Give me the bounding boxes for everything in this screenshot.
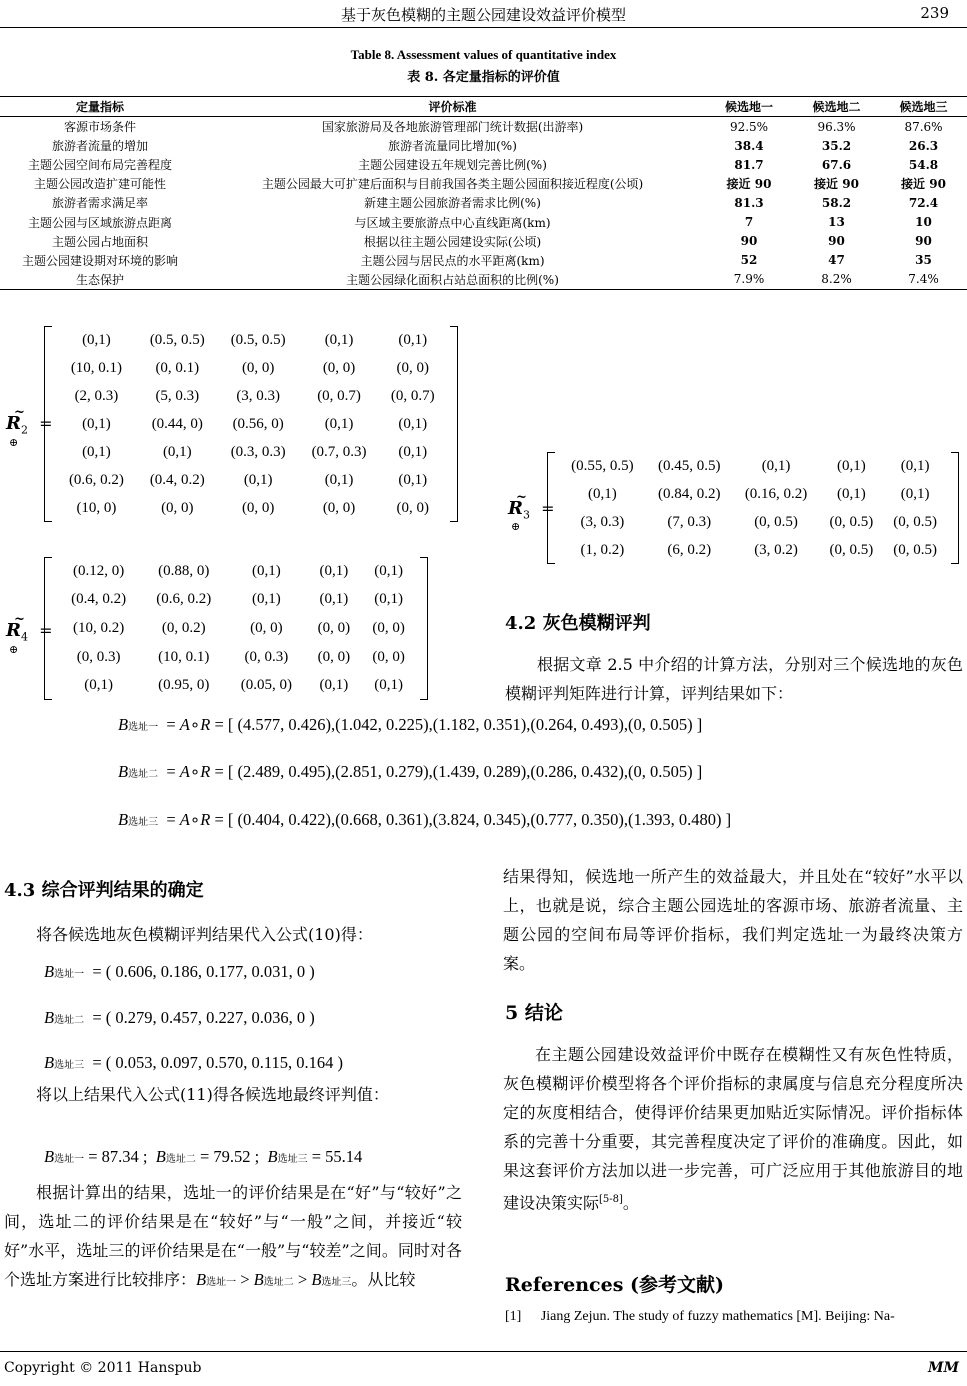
matrix-cell: (0.5, 0.5) — [149, 331, 205, 348]
section-5-paragraph: 在主题公园建设效益评价中既存在模糊性又有灰色性特质，灰色模糊评价模型将各个评价指标的隶属度与信息充分程度所决定的灰度相结合，使得评价结果更加贴近实际情况。评价指标体系的完善十分重要，其完善程度决定了评价的准确度。因此，如果这套评价方法加以进一步完善，可广泛应用于其他旅游目的地建设决策实际[5-8]。 — [503, 1045, 963, 1213]
matrix-cell: (0,1) — [252, 562, 281, 579]
matrix-cell: (10, 0.1) — [70, 359, 123, 376]
matrix-cell: (0, 0.5) — [829, 513, 874, 530]
footer-journal: MM — [928, 1360, 959, 1376]
table-row — [0, 212, 967, 231]
matrix-cell: (0.16, 0.2) — [744, 485, 808, 502]
matrix-cell: (0, 0.5) — [893, 513, 937, 530]
matrix-cell: (0,1) — [398, 443, 428, 460]
section-4-2-title: 4.2 灰色模糊评判 — [505, 613, 651, 634]
table-cell: 90 — [740, 234, 758, 249]
matrix-cell: (0.88, 0) — [158, 562, 210, 579]
matrix-cell: (0, 0) — [322, 359, 356, 376]
matrix-cell: (0.6, 0.2) — [68, 471, 124, 488]
matrix-cell: (0,1) — [162, 443, 192, 460]
matrix-cell: (0.6, 0.2) — [156, 591, 212, 608]
matrix-row — [56, 614, 416, 643]
matrix-cell: (0,1) — [324, 331, 354, 348]
footer-copyright: Copyright © 2011 Hanspub — [4, 1360, 202, 1376]
matrix-row — [559, 536, 947, 564]
matrix-cell: (0, 0) — [396, 359, 429, 376]
matrix-row — [56, 466, 446, 494]
section-4-3-p3: 根据计算出的结果，选址一的评价结果是在“好”与“较好”之间，选址二的评价结果是在“较好”与“一般”之间，并接近“较好”水平，选址三的评价结果是在“一般”与“较差”之间。同时对各个选址方案进行比较排序：B选址一 > B选址二 > B选址三。从比较 — [4, 1183, 462, 1289]
matrix-cell: (0, 0) — [372, 619, 405, 636]
matrix-cell: (0,1) — [900, 485, 930, 502]
matrix-cell: (0.05, 0) — [240, 677, 293, 694]
matrix-cell: (0,1) — [319, 562, 349, 579]
reference-1-number: [1] — [505, 1309, 522, 1324]
matrix-cell: (0,1) — [588, 485, 617, 502]
reference-1 — [505, 1309, 895, 1325]
table-cell: 主题公园绿化面积占站总面积的比例(%) — [200, 270, 705, 290]
table-header-cell: 评价标准 — [200, 97, 705, 117]
matrix-cell: (0,1) — [374, 562, 403, 579]
table-cell: 47 — [828, 253, 845, 268]
matrix-cell: (0,1) — [900, 457, 930, 474]
matrix-cell: (0,1) — [836, 457, 866, 474]
tilde-icon: ~ — [14, 405, 25, 420]
table-cell: 新建主题公园旅游者需求比例(%) — [364, 196, 541, 211]
matrix-cell: (0,1) — [398, 415, 428, 432]
matrix-r4 — [44, 557, 428, 700]
tilde-icon: ~ — [14, 612, 25, 627]
matrix-r3 — [547, 452, 959, 564]
matrix-cell: (3, 0.3) — [580, 513, 625, 530]
table-row — [0, 155, 967, 174]
matrix-cell: (0, 0.3) — [76, 648, 121, 665]
matrix-cell: (0, 0) — [250, 619, 283, 636]
oplus-icon: ⊕ — [511, 520, 521, 533]
table-row — [0, 251, 967, 270]
fuzzy-result-line: B选址二 = A∘R = [ (2.489, 0.495),(2.851, 0.279),(1.439, 0.289),(0.286, 0.432),(0, 0.505) ] — [118, 762, 703, 781]
table-caption-en: Table 8. Assessment values of quantitative index — [350, 47, 617, 62]
table-cell: 主题公园建设期对环境的影响 — [21, 253, 178, 268]
section-4-3-p2: 将以上结果代入公式(11)得各候选地最终评判值： — [36, 1085, 389, 1104]
matrix-cell: (10, 0) — [76, 499, 117, 516]
references-title: References (参考文献) — [505, 1274, 725, 1296]
table-cell: 96.3% — [817, 119, 856, 134]
matrix-cell: (0,1) — [324, 415, 354, 432]
matrix-row — [56, 494, 446, 522]
matrix-row — [559, 480, 947, 508]
oplus-icon: ⊕ — [9, 436, 19, 449]
matrix-r2 — [44, 326, 458, 522]
section-5-title: 5 结论 — [505, 1002, 563, 1024]
matrix-r4-label: $R_4$ = — [6, 620, 53, 644]
oplus-icon: ⊕ — [9, 643, 19, 656]
table-cell: 10 — [915, 215, 932, 230]
matrix-cell: (0.44, 0) — [151, 415, 203, 432]
matrix-cell: (6, 0.2) — [667, 541, 712, 558]
table-row — [0, 193, 967, 212]
table-header-cell: 定量指标 — [0, 97, 200, 117]
table-row — [0, 117, 967, 137]
matrix-cell: (0.3, 0.3) — [230, 443, 286, 460]
matrix-row — [56, 382, 446, 410]
matrix-cell: (0.45, 0.5) — [657, 457, 721, 474]
matrix-cell: (0,1) — [82, 415, 111, 432]
table-cell: 旅游者需求满足率 — [51, 196, 148, 211]
matrix-row — [559, 508, 947, 536]
running-title: 基于灰色模糊的主题公园建设效益评价模型 — [340, 6, 626, 24]
table-cell: 81.3 — [734, 195, 764, 210]
matrix-cell: (0, 0.7) — [390, 387, 435, 404]
matrix-cell: (0,1) — [374, 591, 403, 608]
matrix-cell: (10, 0.1) — [158, 648, 210, 665]
matrix-cell: (0,1) — [398, 471, 428, 488]
table-header-row — [0, 97, 967, 117]
matrix-cell: (3, 0.3) — [236, 387, 281, 404]
matrix-cell: (0,1) — [324, 471, 354, 488]
header-rule — [0, 27, 967, 28]
table-cell: 主题公园与居民点的水平距离(km) — [360, 253, 545, 268]
matrix-row — [56, 410, 446, 438]
matrix-cell: (0, 0.5) — [893, 541, 937, 558]
matrix-cell: (0, 0) — [317, 648, 351, 665]
table-cell: 接近 90 — [901, 177, 946, 192]
matrix-cell: (3, 0.2) — [754, 541, 798, 558]
table-cell: 90 — [915, 234, 932, 249]
matrix-cell: (0.55, 0.5) — [571, 457, 634, 474]
matrix-cell: (0, 0) — [241, 499, 275, 516]
table-cell: 客源市场条件 — [63, 120, 136, 135]
table-cell: 52 — [740, 253, 758, 268]
table-cell: 54.8 — [908, 157, 939, 172]
matrix-cell: (1, 0.2) — [580, 541, 625, 558]
matrix-row — [56, 643, 416, 672]
table-cell: 主题公园占地面积 — [51, 234, 148, 249]
matrix-cell: (0.56, 0) — [232, 415, 284, 432]
table-cell: 生态保护 — [0, 270, 200, 290]
section-4-2-paragraph: 根据文章 2.5 中介绍的计算方法，分别对三个候选地的灰色模糊评判矩阵进行计算，评判结果如下： — [505, 655, 963, 703]
table-header-cell: 候选地二 — [793, 97, 880, 117]
matrix-cell: (0,1) — [319, 677, 349, 694]
table-cell: 接近 90 — [814, 177, 859, 192]
matrix-cell: (0, 0) — [396, 499, 429, 516]
table-cell: 旅游者流量同比增加(%) — [388, 139, 517, 154]
reference-1-text: Jiang Zejun. The study of fuzzy mathematics [M]. Beijing: Na- — [540, 1309, 895, 1324]
matrix-cell: (0.7, 0.3) — [311, 443, 367, 460]
matrix-cell: (0, 0.5) — [829, 541, 874, 558]
section-4-3-p1: 将各候选地灰色模糊评判结果代入公式(10)得： — [36, 925, 373, 944]
table-cell: 主题公园空间布局完善程度 — [27, 158, 172, 173]
footer-rule — [0, 1351, 967, 1352]
table-cell: 13 — [828, 215, 845, 230]
table-cell: 旅游者流量的增加 — [51, 139, 148, 154]
matrix-cell: (0,1) — [761, 457, 791, 474]
table-cell: 7.4% — [880, 270, 967, 290]
matrix-cell: (5, 0.3) — [155, 387, 200, 404]
matrix-cell: (7, 0.3) — [667, 513, 712, 530]
table-header-cell: 候选地三 — [880, 97, 967, 117]
section-4-3-title: 4.3 综合评判结果的确定 — [4, 880, 204, 901]
table-cell: 根据以往主题公园建设实际(公顷) — [363, 234, 542, 249]
matrix-cell: (0, 0) — [161, 499, 194, 516]
table-cell: 38.4 — [734, 138, 764, 153]
table-cell: 主题公园改造扩建可能性 — [33, 177, 166, 192]
fuzzy-result-line: B选址三 = A∘R = [ (0.404, 0.422),(0.668, 0.361),(3.824, 0.345),(0.777, 0.350),(1.393, 0.480) ] — [118, 810, 732, 829]
table-row — [0, 174, 967, 193]
matrix-cell: (0.4, 0.2) — [71, 591, 127, 608]
table-cell: 26.3 — [908, 138, 939, 153]
b-star-line: B选址一 = ( 0.606, 0.186, 0.177, 0.031, 0 ) — [44, 962, 315, 981]
b-star-line: B选址三 = ( 0.053, 0.097, 0.570, 0.115, 0.164 ) — [44, 1053, 344, 1072]
conclusion-continuation: 结果得知，候选地一所产生的效益最大，并且处在“较好”水平以上，也就是说，综合主题公园选址的客源市场、旅游者流量、主题公园的空间布局等评价指标，我们判定选址一为最终决策方案。 — [503, 867, 963, 973]
table-cell: 58.2 — [821, 195, 852, 210]
matrix-cell: (0,1) — [84, 677, 113, 694]
b-star-line: B选址二 = ( 0.279, 0.457, 0.227, 0.036, 0 ) — [44, 1008, 315, 1027]
table-cell: 与区域主要旅游点中心直线距离(km) — [354, 215, 551, 230]
matrix-cell: (0,1) — [836, 485, 866, 502]
table-cell: 接近 90 — [726, 177, 772, 192]
matrix-cell: (0.4, 0.2) — [149, 471, 205, 488]
matrix-cell: (0,1) — [252, 591, 281, 608]
matrix-cell: (0, 0.7) — [317, 387, 361, 404]
matrix-row — [56, 671, 416, 700]
matrix-row — [56, 326, 446, 354]
matrix-row — [56, 586, 416, 615]
table-cell: 90 — [828, 234, 845, 249]
table-cell: 67.6 — [821, 157, 852, 172]
matrix-r3-label: $R_3$ = — [508, 498, 555, 522]
table-cell: 7 — [744, 215, 754, 230]
table-cell: 81.7 — [734, 157, 764, 172]
matrix-r2-label: $R_2$ = — [6, 413, 53, 437]
matrix-cell: (0, 0) — [241, 359, 275, 376]
tilde-icon: ~ — [516, 490, 527, 505]
quantitative-index-table — [0, 96, 967, 290]
matrix-cell: (0,1) — [82, 331, 111, 348]
final-scores: B选址一 = 87.34 ; B选址二 = 79.52 ; B选址三 = 55.14 — [44, 1147, 363, 1166]
table-cell: 35 — [915, 253, 932, 268]
matrix-cell: (0,1) — [398, 331, 428, 348]
matrix-cell: (0,1) — [374, 677, 403, 694]
table-row — [0, 270, 967, 290]
matrix-cell: (10, 0.2) — [72, 619, 125, 636]
table-cell: 主题公园与区域旅游点距离 — [27, 215, 172, 230]
matrix-cell: (0,1) — [82, 443, 111, 460]
matrix-cell: (0.5, 0.5) — [230, 331, 286, 348]
matrix-cell: (0,1) — [243, 471, 273, 488]
matrix-row — [559, 452, 947, 480]
matrix-row — [56, 557, 416, 586]
matrix-cell: (0, 0.2) — [161, 619, 206, 636]
matrix-cell: (0, 0.1) — [155, 359, 200, 376]
table-cell: 8.2% — [793, 270, 880, 290]
page-number: 239 — [920, 4, 949, 22]
matrix-cell: (0.84, 0.2) — [657, 485, 721, 502]
matrix-cell: (0,1) — [319, 591, 349, 608]
matrix-row — [56, 438, 446, 466]
table-cell: 7.9% — [705, 270, 793, 290]
table-cell: 92.5% — [729, 119, 769, 134]
matrix-row — [56, 354, 446, 382]
matrix-cell: (0, 0.5) — [754, 513, 798, 530]
matrix-cell: (0, 0) — [317, 619, 351, 636]
table-cell: 主题公园最大可扩建后面积与目前我国各类主题公园面积接近程度(公顷) — [261, 177, 644, 192]
matrix-cell: (0, 0.3) — [244, 648, 289, 665]
table-cell: 主题公园建设五年规划完善比例(%) — [358, 158, 547, 173]
table-cell: 72.4 — [908, 195, 939, 210]
matrix-cell: (0.12, 0) — [72, 562, 125, 579]
table-cell: 87.6% — [904, 119, 943, 134]
matrix-cell: (0, 0) — [372, 648, 405, 665]
table-caption-zh: 表 8. 各定量指标的评价值 — [407, 70, 560, 85]
matrix-cell: (0, 0) — [322, 499, 356, 516]
fuzzy-result-line: B选址一 = A∘R = [ (4.577, 0.426),(1.042, 0.225),(1.182, 0.351),(0.264, 0.493),(0, 0.505) ] — [118, 715, 703, 734]
table-header-cell: 候选地一 — [705, 97, 793, 117]
table-row — [0, 136, 967, 155]
matrix-cell: (2, 0.3) — [74, 387, 119, 404]
table-row — [0, 232, 967, 251]
table-cell: 国家旅游局及各地旅游管理部门统计数据(出游率) — [321, 120, 584, 135]
matrix-cell: (0.95, 0) — [158, 677, 210, 694]
table-cell: 35.2 — [821, 138, 852, 153]
